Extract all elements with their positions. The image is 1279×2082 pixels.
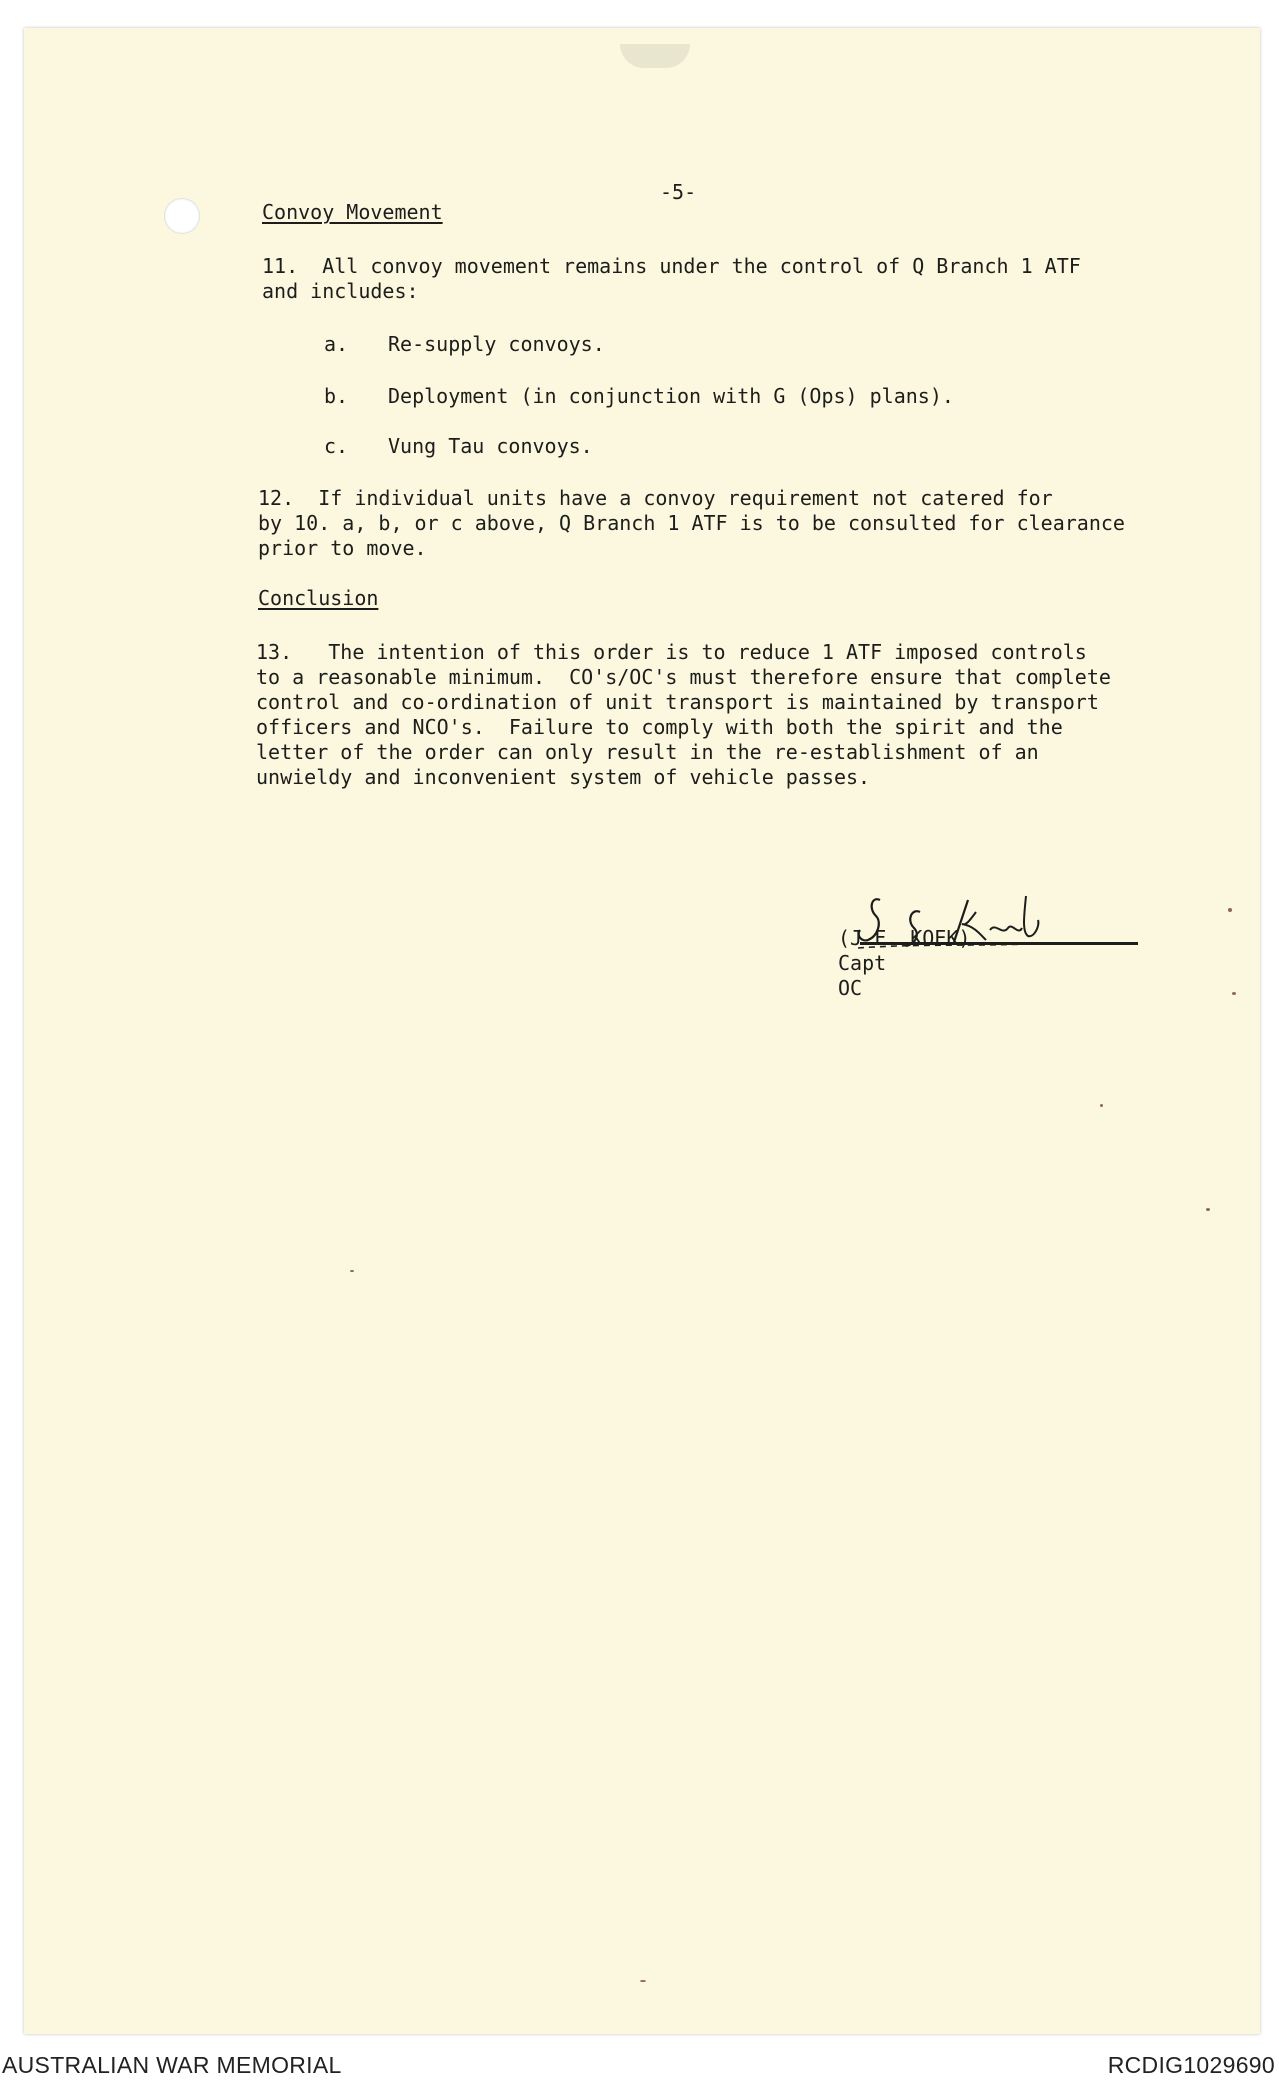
archive-reference: RCDIG1029690 [1107,2052,1275,2078]
paper-speck [640,1980,646,1982]
item-c-text: Vung Tau convoys. [388,434,593,458]
convoy-movement-heading: Convoy Movement [262,200,443,224]
paper-speck [350,1270,354,1272]
signatory-name: (J.F. KOEK) [838,926,971,950]
paper-speck [1100,1104,1103,1107]
paragraph-12-line-3: prior to move. [258,536,427,560]
paragraph-13-line-3: control and co-ordination of unit transport is maintained by transport [256,690,1099,714]
signatory-role: OC [838,976,863,1000]
signatory-rank: Capt [838,951,887,975]
item-b-letter: b. [324,384,349,408]
paper-speck [1206,1208,1210,1211]
page-number: -5- [660,180,697,204]
archive-credit: AUSTRALIAN WAR MEMORIAL [2,2052,342,2078]
paper-notch [620,44,690,68]
paragraph-13-line-5: letter of the order can only result in the re-establishment of an [256,740,1039,764]
item-a-text: Re-supply convoys. [388,332,605,356]
paragraph-13-line-6: unwieldy and inconvenient system of vehicle passes. [256,765,871,789]
paragraph-13-line-2: to a reasonable minimum. CO's/OC's must therefore ensure that complete [256,665,1111,689]
paper-speck [1232,992,1236,995]
paper-speck [1228,908,1232,912]
item-c-letter: c. [324,434,349,458]
item-a-letter: a. [324,332,349,356]
punch-hole [164,198,200,234]
item-b-text: Deployment (in conjunction with G (Ops) plans). [388,384,954,408]
paragraph-11-line-1: 11. All convoy movement remains under the control of Q Branch 1 ATF [262,254,1081,278]
conclusion-heading: Conclusion [258,586,379,610]
paragraph-13-line-1: 13. The intention of this order is to reduce 1 ATF imposed controls [256,640,1087,664]
document-page [24,28,1260,2034]
paragraph-12-line-1: 12. If individual units have a convoy requirement not catered for [258,486,1053,510]
paragraph-11-line-2: and includes: [262,279,419,303]
paragraph-12-line-2: by 10. a, b, or c above, Q Branch 1 ATF is to be consulted for clearance [258,511,1125,535]
paragraph-13-line-4: officers and NCO's. Failure to comply with both the spirit and the [256,715,1063,739]
